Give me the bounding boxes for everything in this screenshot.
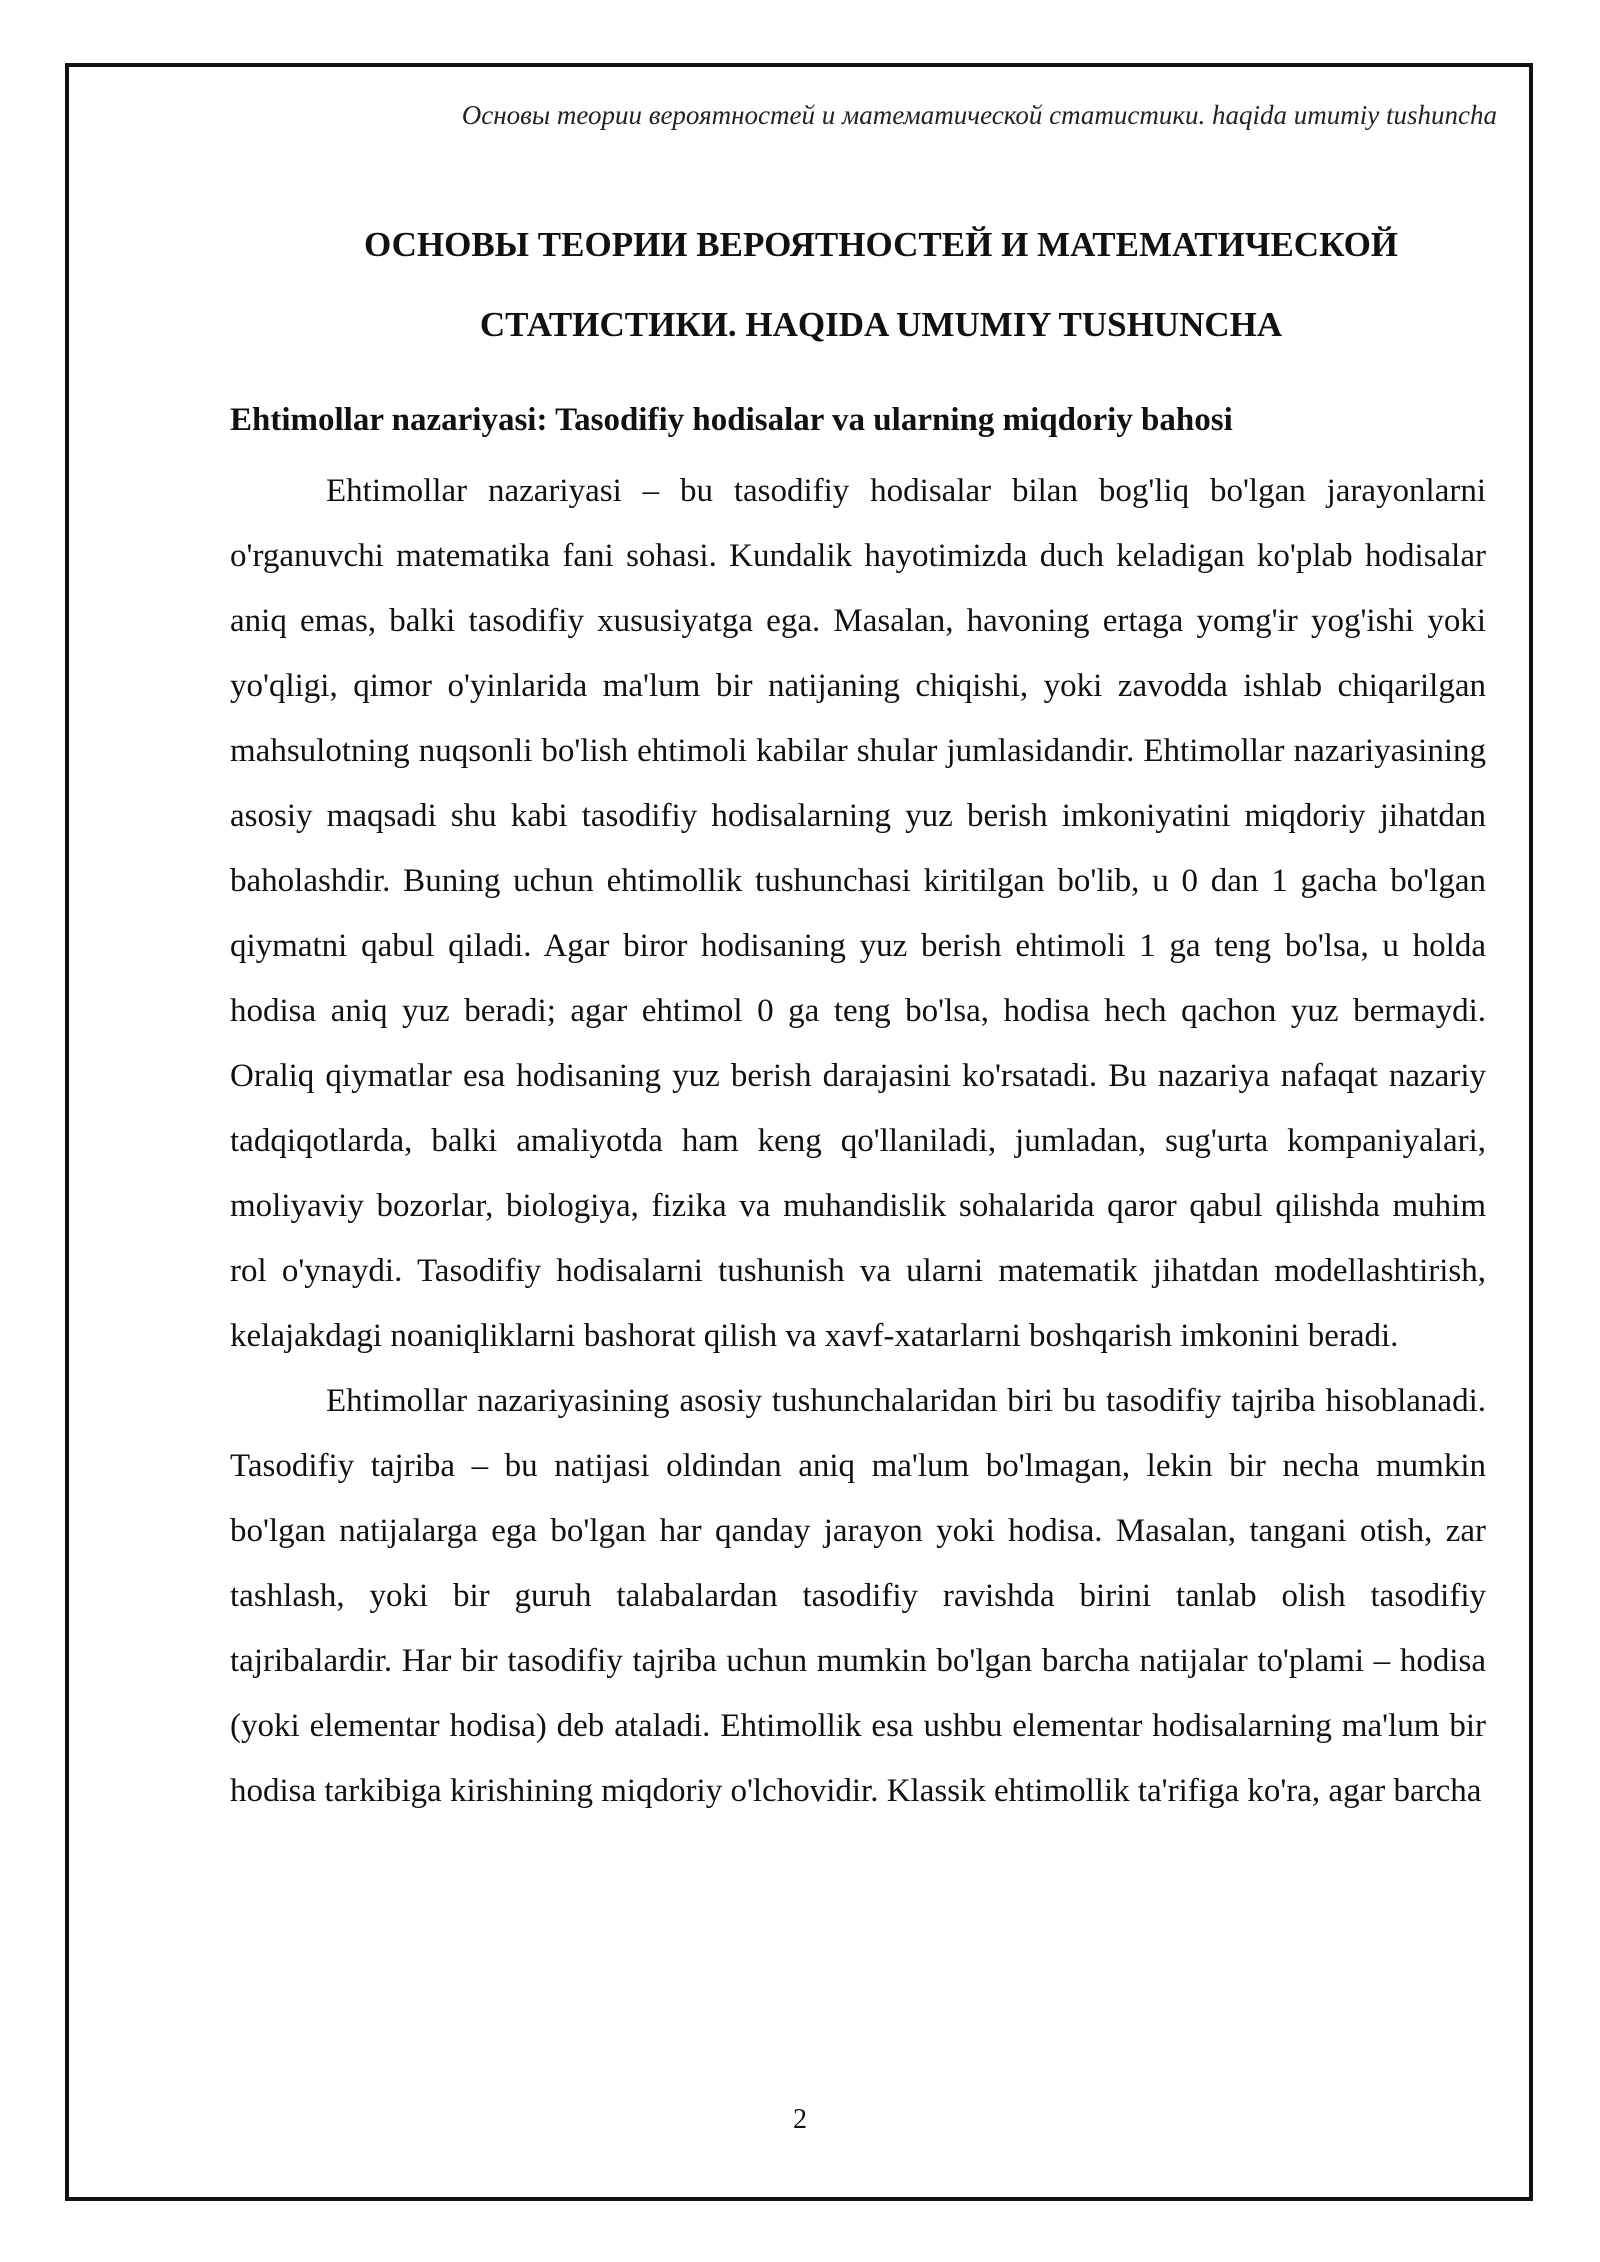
document-title [230, 205, 1486, 365]
title-line-2: СТАТИСТИКИ. HAQIDA UMUMIY TUSHUNCHA [479, 305, 1283, 344]
body-paragraph: Ehtimollar nazariyasining asosiy tushunchalaridan biri bu tasodifiy tajriba hisoblanadi. Tasodifiy tajriba – bu natijasi oldindan aniq ma'lum bo'lmagan, lekin bir necha mumkin bo'lgan natijalarga ega bo'lgan har qanday jarayon yoki hodisa. Masalan, tangani otish, zar tashlash, yoki bir guruh talabalardan tasodifiy ravishda birini tanlab olish tasodifiy tajribalardir. Har bir tasodifiy tajriba uchun mumkin bo'lgan barcha natijalar to'plami – hodisa (yoki elementar hodisa) deb ataladi. Ehtimollik esa ushbu elementar hodisalarning ma'lum bir hodisa tarkibiga kirishining miqdoriy o'lchovidir. Klassik ehtimollik ta'rifiga ko'ra, agar barcha [230, 1383, 1486, 1809]
body-paragraph: Ehtimollar nazariyasi – bu tasodifiy hodisalar bilan bog'liq bo'lgan jarayonlarni o'rganuvchi matematika fani sohasi. Kundalik hayotimizda duch keladigan ko'plab hodisalar aniq emas, balki tasodifiy xususiyatga ega. Masalan, havoning ertaga yomg'ir yog'ishi yoki yo'qligi, qimor o'yinlarida ma'lum bir natijaning chiqishi, yoki zavodda ishlab chiqarilgan mahsulotning nuqsonli bo'lish ehtimoli kabilar shular jumlasidandir. Ehtimollar nazariyasining asosiy maqsadi shu kabi tasodifiy hodisalarning yuz berish imkoniyatini miqdoriy jihatdan baholashdir. Buning uchun ehtimollik tushunchasi kiritilgan bo'lib, u 0 dan 1 gacha bo'lgan qiymatni qabul qiladi. Agar biror hodisaning yuz berish ehtimoli 1 ga teng bo'lsa, u holda hodisa aniq yuz beradi; agar ehtimol 0 ga teng bo'lsa, hodisa hech qachon yuz bermaydi. Oraliq qiymatlar esa hodisaning yuz berish darajasini ko'rsatadi. Bu nazariya nafaqat nazariy tadqiqotlarda, balki amaliyotda ham keng qo'llaniladi, jumladan, sug'urta kompaniyalari, moliyaviy bozorlar, biologiya, fizika va muhandislik sohalarida qaror qabul qilishda muhim rol o'ynaydi. Tasodifiy hodisalarni tushunish va ularni matematik jihatdan modellashtirish, kelajakdagi noaniqliklarni bashorat qilish va xavf-xatarlarni boshqarish imkonini beradi. [230, 473, 1486, 1354]
page-number: 2 [793, 2104, 807, 2135]
section-heading: Ehtimollar nazariyasi: Tasodifiy hodisalar va ularning miqdoriy bahosi [230, 402, 1233, 438]
title-line-1: ОСНОВЫ ТЕОРИИ ВЕРОЯТНОСТЕЙ И МАТЕМАТИЧЕСКОЙ [363, 225, 1399, 264]
page-content [230, 205, 1486, 1824]
running-header: Основы теории вероятностей и математической статистики. haqida umumiy tushuncha [461, 100, 1497, 130]
